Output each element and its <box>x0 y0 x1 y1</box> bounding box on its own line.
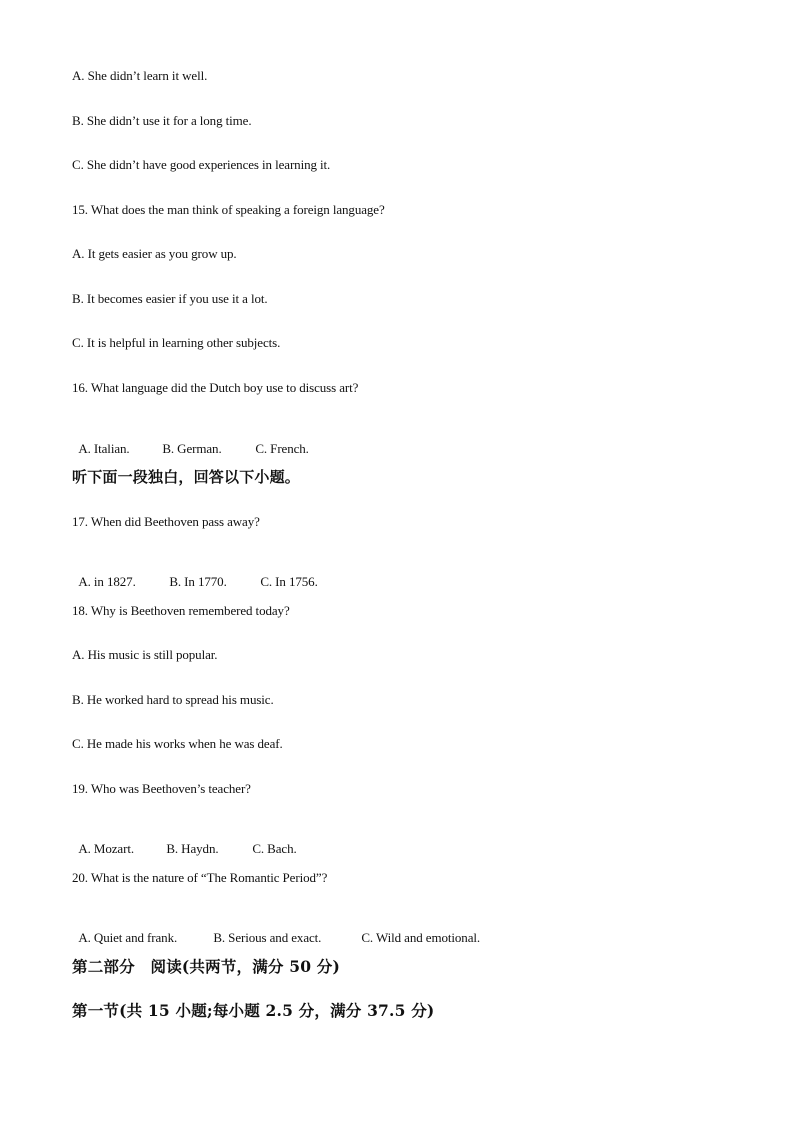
q15-option-a: A. It gets easier as you grow up. <box>72 246 237 261</box>
section-instruction: 听下面一段独白，回答以下小题。 <box>72 468 301 486</box>
q20-question: 20. What is the nature of “The Romantic Period”? <box>72 870 328 885</box>
q19-option-b: B. Haydn. <box>166 841 219 856</box>
q14-option-a: A. She didn’t learn it well. <box>72 68 208 83</box>
q20-options <box>72 914 480 946</box>
q17-options <box>72 558 318 590</box>
q18-option-b: B. He worked hard to spread his music. <box>72 692 274 707</box>
q14-option-b: B. She didn’t use it for a long time. <box>72 113 252 128</box>
q17-option-a: A. in 1827. <box>78 574 136 589</box>
q15-question: 15. What does the man think of speaking a foreign language? <box>72 202 385 217</box>
part2-heading: 第二部分 阅读(共两节，满分 50 分) <box>72 957 341 976</box>
q18-option-a: A. His music is still popular. <box>72 647 218 662</box>
q16-options <box>72 425 309 457</box>
q17-option-c: C. In 1756. <box>260 574 318 589</box>
q20-option-a: A. Quiet and frank. <box>78 930 178 945</box>
section1-heading: 第一节(共 15 小题;每小题 2.5 分，满分 37.5 分) <box>72 1001 435 1020</box>
q18-option-c: C. He made his works when he was deaf. <box>72 736 283 751</box>
q17-option-b: B. In 1770. <box>169 574 227 589</box>
q18-question: 18. Why is Beethoven remembered today? <box>72 603 290 618</box>
q16-option-b: B. German. <box>162 441 222 456</box>
q19-question: 19. Who was Beethoven’s teacher? <box>72 781 251 796</box>
q14-option-c: C. She didn’t have good experiences in learning it. <box>72 157 331 172</box>
q19-options <box>72 825 297 857</box>
q17-question: 17. When did Beethoven pass away? <box>72 514 260 529</box>
q16-question: 16. What language did the Dutch boy use to discuss art? <box>72 380 359 395</box>
q20-option-c: C. Wild and emotional. <box>361 930 481 945</box>
q19-option-c: C. Bach. <box>252 841 297 856</box>
q16-option-a: A. Italian. <box>78 441 130 456</box>
q20-option-b: B. Serious and exact. <box>213 930 322 945</box>
q15-option-b: B. It becomes easier if you use it a lot. <box>72 291 268 306</box>
q19-option-a: A. Mozart. <box>78 841 134 856</box>
q16-option-c: C. French. <box>255 441 309 456</box>
q15-option-c: C. It is helpful in learning other subjects. <box>72 335 281 350</box>
